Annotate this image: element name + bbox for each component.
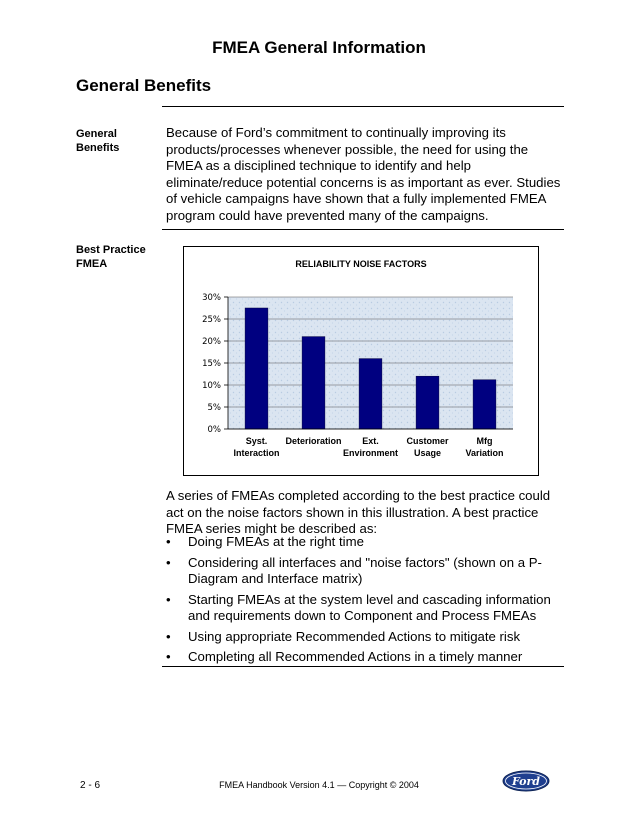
chart-svg	[184, 247, 538, 475]
best-practice-intro: A series of FMEAs completed according to the best practice could act on the noise factors shown in this illustration. A best practice FMEA series might be described as:	[166, 488, 551, 536]
x-tick-label: Deterioration	[285, 436, 342, 446]
bar	[245, 308, 268, 429]
list-item	[166, 649, 566, 666]
best-practice-label	[76, 243, 156, 271]
divider-bottom	[162, 666, 564, 667]
ford-logo	[502, 770, 550, 792]
y-tick-label: 0%	[207, 425, 221, 435]
bullet-icon: •	[166, 554, 171, 570]
ford-logo-text: Ford	[511, 775, 541, 788]
list-item-text: Starting FMEAs at the system level and cascading information and requirements down to Component and Process FMEAs	[188, 591, 551, 623]
general-benefits-label	[76, 127, 156, 155]
y-axis	[202, 293, 228, 435]
y-tick-label: 15%	[202, 359, 221, 369]
list-item	[166, 592, 566, 625]
divider-top	[162, 106, 564, 107]
x-tick-label: Usage	[413, 448, 442, 458]
y-tick-label: 10%	[202, 381, 221, 391]
list-item-text: Using appropriate Recommended Actions to mitigate risk	[188, 628, 521, 644]
x-tick-label: Ext.	[362, 436, 379, 446]
bullet-icon: •	[166, 649, 171, 664]
x-tick-label: Mfg	[476, 436, 493, 446]
ford-logo-icon	[502, 770, 550, 792]
best-practice-label-line: Best Practice	[76, 244, 146, 256]
x-tick-label: Environment	[342, 448, 399, 458]
x-tick-label: Interaction	[233, 448, 280, 458]
y-tick-label: 30%	[202, 293, 221, 303]
x-axis	[228, 429, 513, 458]
best-practice-list	[166, 534, 566, 670]
general-benefits-label-line: General	[76, 128, 117, 140]
y-tick-label: 20%	[202, 337, 221, 347]
bar	[416, 376, 439, 429]
list-item-text: Doing FMEAs at the right time	[188, 534, 364, 549]
chart-title: RELIABILITY NOISE FACTORS	[295, 259, 427, 269]
bar	[473, 380, 496, 429]
divider-middle	[162, 229, 564, 230]
x-tick-label: Customer	[406, 436, 449, 446]
footer-page-number: 2 - 6	[80, 780, 101, 791]
page-title: FMEA General Information	[212, 38, 426, 57]
y-tick-label: 5%	[207, 403, 221, 413]
bullet-icon: •	[166, 628, 171, 644]
bar	[359, 359, 382, 429]
section-title: General Benefits	[76, 76, 212, 95]
list-item	[166, 629, 566, 646]
y-tick-label: 25%	[202, 315, 221, 325]
bar	[302, 337, 325, 429]
general-benefits-label-line: Benefits	[76, 142, 120, 154]
list-item	[166, 534, 566, 551]
best-practice-label-line: FMEA	[76, 258, 108, 270]
list-item-text: Considering all interfaces and "noise factors" (shown on a P-Diagram and Interface matrix)	[188, 554, 542, 586]
x-tick-label: Variation	[465, 448, 504, 458]
list-item-text: Completing all Recommended Actions in a timely manner	[188, 649, 523, 664]
reliability-chart	[183, 246, 539, 476]
bullet-icon: •	[166, 591, 171, 607]
x-tick-label: Syst.	[245, 436, 268, 446]
bullet-icon: •	[166, 534, 171, 549]
footer-handbook-text: FMEA Handbook Version 4.1 — Copyright © 2004	[219, 780, 419, 790]
general-benefits-text: Because of Ford’s commitment to continually improving its products/processes whenever possible, the need for using the FMEA as a disciplined technique to identify and help eliminate/reduce potential concerns is as important as ever. Studies of vehicle campaigns have shown that a fully implemented FMEA program could have prevented many of the campaigns.	[166, 125, 561, 223]
list-item	[166, 555, 566, 588]
